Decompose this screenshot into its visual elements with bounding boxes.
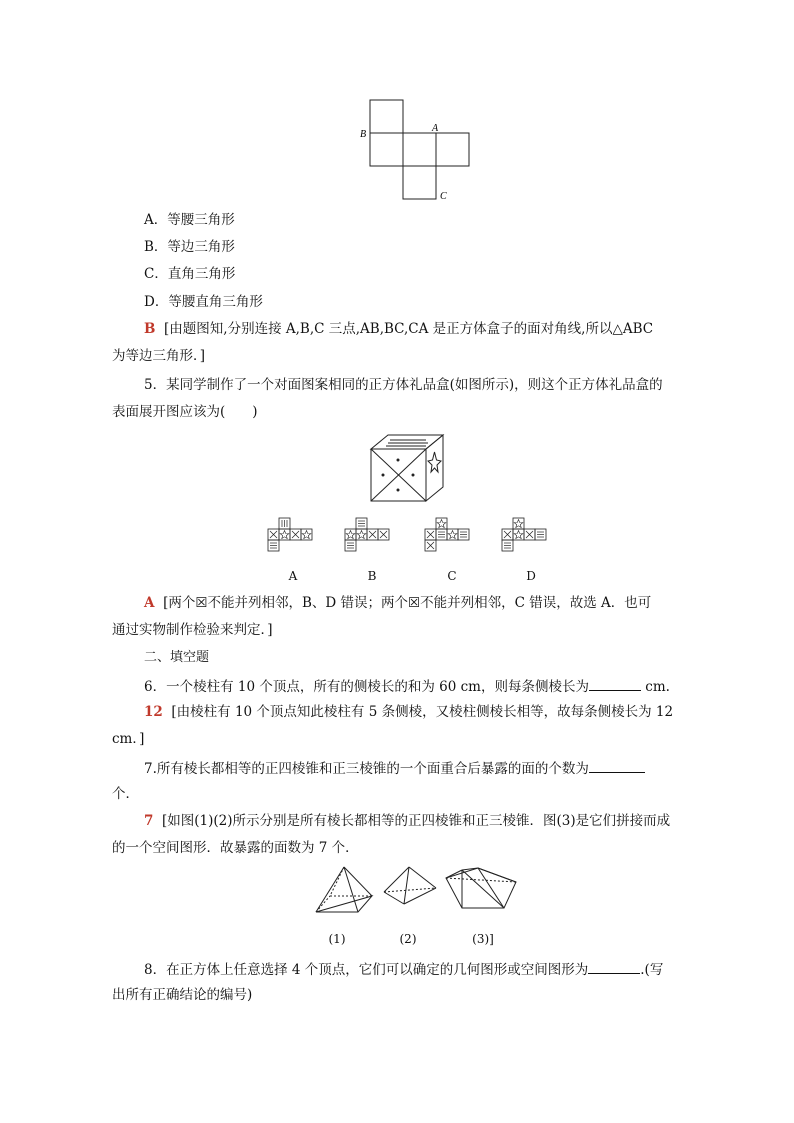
net-label-a: A [432, 123, 439, 134]
cube-net-figure [355, 96, 480, 206]
q7-blank [589, 758, 645, 773]
q7-explanation-line-2: 的一个空间图形．故暴露的面数为 7 个． [112, 840, 359, 856]
figure-caption-1: (1) [328, 932, 346, 946]
q5-answer: A [144, 595, 155, 611]
q5-option-nets [255, 512, 565, 562]
q4-explanation-line-1: B [由题图知,分别连接 A,B,C 三点,AB,BC,CA 是正方体盒子的面对角线,所以△ABC [144, 321, 654, 337]
figure-caption-3: (3)] [472, 932, 494, 946]
q7-question-line-1: 7.所有棱长都相等的正四棱锥和正三棱锥的一个面重合后暴露的面的个数为 [144, 758, 645, 778]
q5-option-label-d: D [526, 569, 536, 583]
q5-option-label-b: B [367, 569, 377, 583]
gift-box-cube-figure [368, 432, 458, 504]
section-title: 二、填空题 [144, 650, 210, 665]
q6-answer: 12 [144, 704, 163, 720]
net-label-b: B [360, 129, 367, 140]
q8-question-line-1: 8．在正方体上任意选择 4 个顶点，它们可以确定的几何图形或空间图形为 .(写 [144, 959, 663, 979]
q5-explanation-line-1: A [两个☒不能并列相邻，B、D 错误；两个☒不能并列相邻，C 错误，故选 A．也可 [144, 595, 652, 611]
q6-question: 6．一个棱柱有 10 个顶点，所有的侧棱长的和为 60 cm，则每条侧棱长为 cm. [144, 676, 670, 696]
figure-caption-2: (2) [399, 932, 417, 946]
pyramid-figures [312, 862, 522, 922]
q5-explanation-line-2: 通过实物制作检验来判定．] [112, 622, 273, 638]
q5-question-line-1: 5．某同学制作了一个对面图案相同的正方体礼品盒(如图所示)，则这个正方体礼品盒的 [144, 377, 663, 393]
q8-question-line-2: 出所有正确结论的编号) [112, 987, 253, 1003]
q7-question-line-2: 个． [112, 786, 139, 802]
net-label-c: C [440, 191, 447, 202]
q5-option-label-a: A [288, 569, 298, 583]
q6-explanation-line-2: cm．] [112, 731, 145, 747]
q5-question-line-2: 表面展开图应该为( ) [112, 404, 258, 420]
q4-option-a: A．等腰三角形 [144, 212, 235, 228]
q4-explanation-line-2: 为等边三角形．] [112, 348, 206, 364]
q4-option-c: C．直角三角形 [144, 266, 236, 282]
q7-answer: 7 [144, 813, 154, 829]
q7-explanation-line-1: 7 [如图(1)(2)所示分别是所有棱长都相等的正四棱锥和正三棱锥．图(3)是它们拼接而成 [144, 813, 671, 829]
q4-option-d: D．等腰直角三角形 [144, 294, 263, 310]
q5-option-label-c: C [447, 569, 457, 583]
q4-option-b: B．等边三角形 [144, 239, 235, 255]
q6-blank [589, 676, 641, 691]
q6-explanation-line-1: 12 [由棱柱有 10 个顶点知此棱柱有 5 条侧棱，又棱柱侧棱长相等，故每条侧棱长为 12 [144, 704, 674, 720]
q4-answer: B [144, 321, 156, 337]
q8-blank [588, 959, 640, 974]
